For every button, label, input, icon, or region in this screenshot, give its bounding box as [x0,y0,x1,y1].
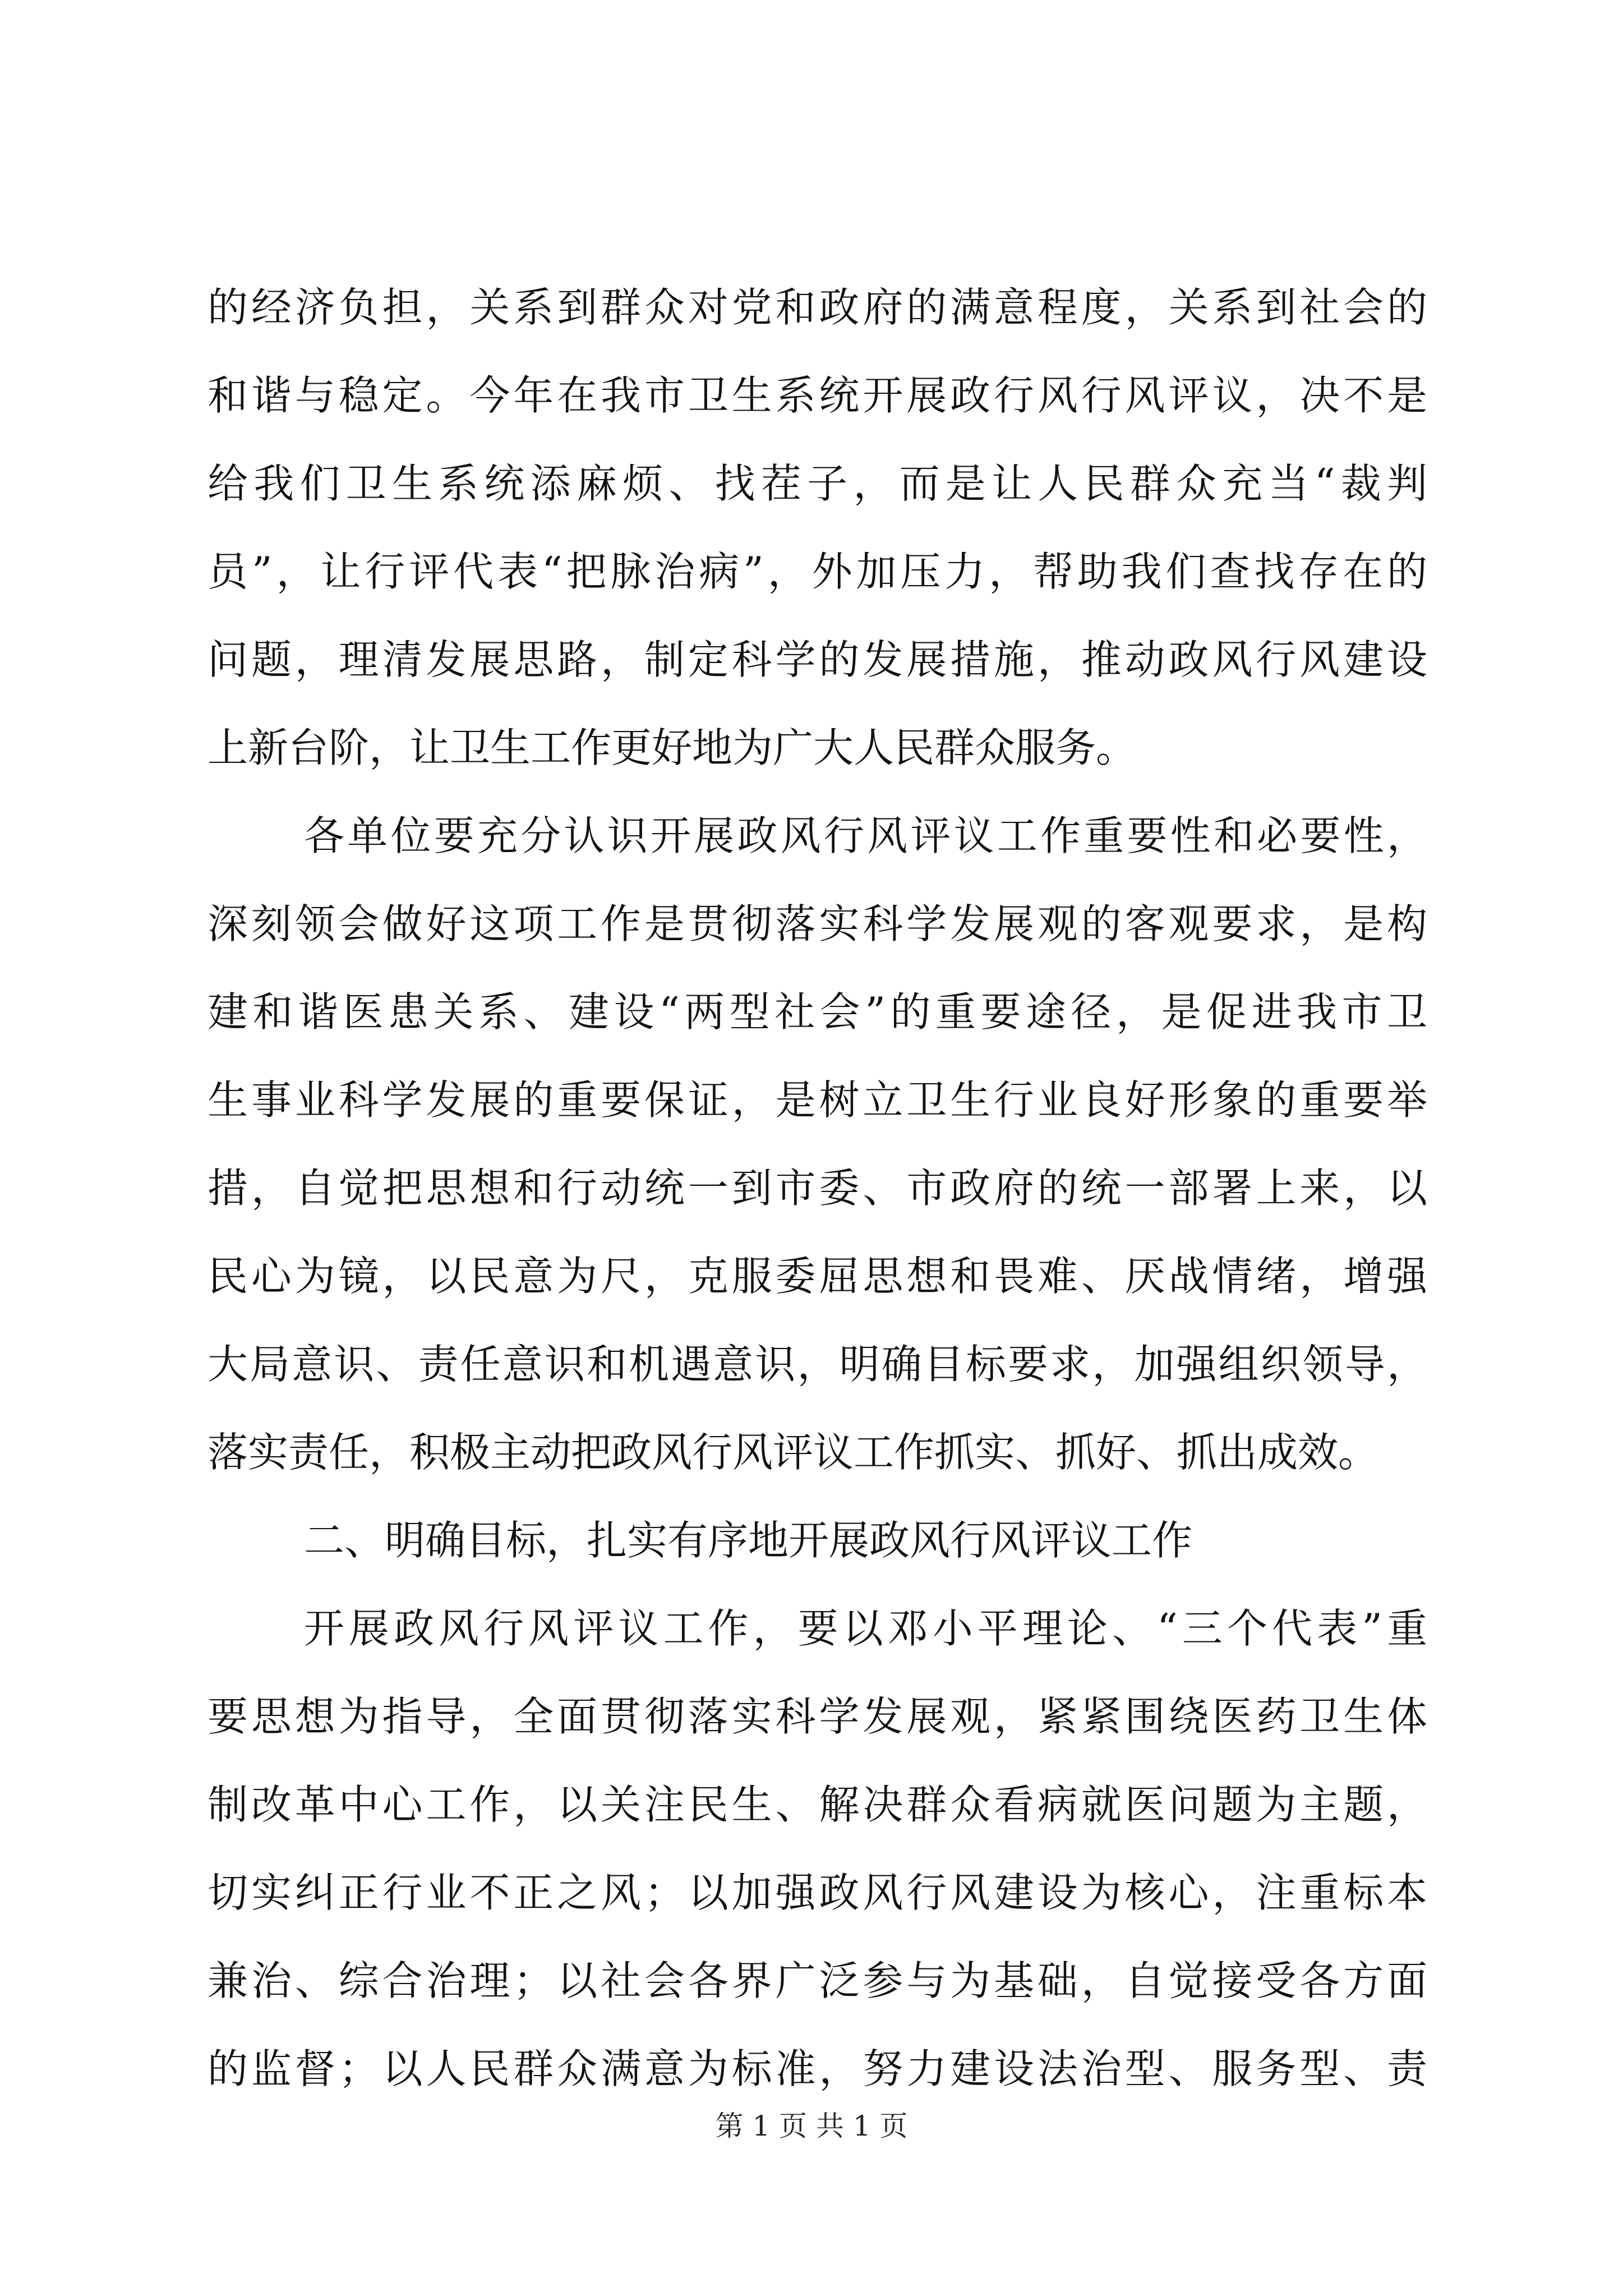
document-body [208,264,1427,2113]
text-line: 生事业科学发展的重要保证，是树立卫生行业良好形象的重要举 [208,1076,1427,1124]
paragraph-start-line: 开展政风行风评议工作，要以邓小平理论、“三个代表”重 [304,1605,1427,1652]
text-line: 的经济负担，关系到群众对党和政府的满意程度，关系到社会的 [208,284,1427,331]
text-line: 要思想为指导，全面贯彻落实科学发展观，紧紧围绕医药卫生体 [208,1693,1427,1740]
page-number-label: 第 1 页 共 1 页 [715,2110,908,2142]
text-line: 问题，理清发展思路，制定科学的发展措施，推动政风行风建设 [208,636,1427,683]
text-line: 落实责任，积极主动把政风行风评议工作抓实、抓好、抓出成效。 [208,1429,1379,1476]
text-line: 切实纠正行业不正之风；以加强政风行风建设为核心，注重标本 [208,1869,1427,1916]
text-line: 和谐与稳定。今年在我市卫生系统开展政行风行风评议，决不是 [208,372,1427,419]
text-line: 兼治、综合治理；以社会各界广泛参与为基础，自觉接受各方面 [208,1957,1427,2004]
text-line: 制改革中心工作，以关注民生、解决群众看病就医问题为主题， [208,1781,1427,1828]
text-line: 的监督；以人民群众满意为标准，努力建设法治型、服务型、责 [208,2045,1427,2092]
text-line: 大局意识、责任意识和机遇意识，明确目标要求，加强组织领导， [208,1341,1427,1388]
page-footer [0,2106,1623,2146]
paragraph-start-line: 各单位要充分认识开展政风行风评议工作重要性和必要性， [304,812,1427,859]
text-line: 民心为镜，以民意为尺，克服委屈思想和畏难、厌战情绪，增强 [208,1253,1427,1300]
text-line: 员”，让行评代表“把脉治病”，外加压力，帮助我们查找存在的 [208,548,1427,595]
text-line: 措，自觉把思想和行动统一到市委、市政府的统一部署上来，以 [208,1165,1427,1212]
text-line: 建和谐医患关系、建设“两型社会”的重要途径，是促进我市卫 [208,988,1427,1036]
text-line: 给我们卫生系统添麻烦、找茬子，而是让人民群众充当“裁判 [208,460,1427,507]
text-line: 上新台阶，让卫生工作更好地为广大人民群众服务。 [208,724,1137,771]
text-line: 深刻领会做好这项工作是贯彻落实科学发展观的客观要求，是构 [208,900,1427,947]
section-heading: 二、明确目标，扎实有序地开展政风行风评议工作 [304,1517,1193,1564]
